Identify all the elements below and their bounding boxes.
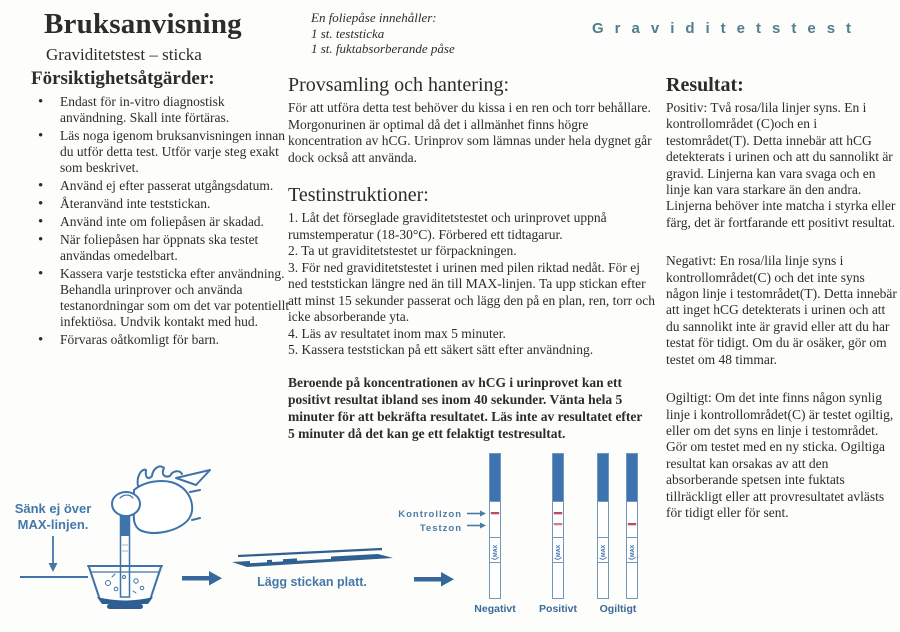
right-arrow-icon <box>182 571 222 586</box>
list-item: • Läs noga igenom bruksanvisningen innan du utför detta test. Utför varje steg exakt som beskrivet. <box>30 128 292 176</box>
package-contents-line: 1 st. teststicka <box>311 25 385 41</box>
lay-flat-label: Lägg stickan platt. <box>257 575 367 589</box>
max-warning-text-line2: MAX-linjen. <box>17 517 89 532</box>
package-contents <box>311 10 455 57</box>
timing-warning-note: Beroende på koncentrationen av hCG i urinprovet kan ett positivt resultat ibland ses inom 40 sekunder. Vänta hela 5 minuter för att bekräfta resultatet. Läs inte av resultatet efter 5 minuter då det kan ge ett felaktigt testresultat. <box>288 374 643 441</box>
sampling-body: För att utföra detta test behöver du kissa i en ren och torr behållare. Morgonurinen är optimal då det i allmänhet finns högre koncentration av hCG. Urinprov som lämnas under hela dygnet går dock också att använda. <box>288 100 652 165</box>
package-contents-line: 1 st. fuktabsorberande påse <box>311 41 455 56</box>
brand-wordmark: Graviditetstest <box>592 20 863 37</box>
strip-max-text: MAX <box>630 544 636 557</box>
package-contents-line: En foliepåse innehåller: <box>311 10 437 25</box>
control-zone-label: Kontrollzon <box>398 509 462 520</box>
right-arrow-icon <box>414 572 454 587</box>
down-arrow-icon <box>49 536 58 572</box>
strip-max-text: MAX <box>556 544 562 557</box>
list-item: • Använd inte om foliepåsen är skadad. <box>30 214 292 230</box>
strip-negative <box>490 454 501 599</box>
middle-column <box>288 74 660 455</box>
results-heading: Resultat: <box>666 74 744 96</box>
instruction-step: 1. Låt det förseglade graviditetstestet och urinprovet uppnå rumstemperatur (18-30°C). Förbered ett tidtagarur. <box>288 210 607 242</box>
strip-max-text: MAX <box>601 544 607 557</box>
flat-stick-illustration <box>232 549 393 567</box>
instruction-step: 2. Ta ut graviditetstestet ur förpackningen. <box>288 243 517 258</box>
list-item: • Använd ej efter passerat utgångsdatum. <box>30 178 292 194</box>
usage-diagram <box>0 430 900 632</box>
instruction-step: 5. Kassera teststickan på ett säkert sätt efter användning. <box>288 342 594 357</box>
test-zone-label: Testzon <box>419 523 462 534</box>
instruction-step: 3. För ned graviditetstestet i urinen med pilen riktad nedåt. För ej ned teststickan längre ned än till MAX-linjen. Ta upp stickan efter att minst 15 sekunder passerat och lägg den på en plan, ren, torr och icke absorberande yta. <box>288 259 656 324</box>
sampling-heading: Provsamling och hantering: <box>288 74 510 96</box>
strip-label-positive: Positivt <box>539 603 577 615</box>
page-title: Bruksanvisning <box>44 8 242 40</box>
strip-label-invalid: Ogiltigt <box>599 603 637 615</box>
test-zone-arrow-icon <box>467 523 486 529</box>
strip-invalid-1 <box>598 454 609 599</box>
strip-label-negative: Negativt <box>474 603 516 615</box>
list-item: • Återanvänd inte teststickan. <box>30 196 292 212</box>
strip-max-text: MAX <box>493 544 499 557</box>
list-item: • Endast för in-vitro diagnostisk användning. Skall inte förtäras. <box>30 94 292 126</box>
list-item: • Förvaras oåtkomligt för barn. <box>30 332 292 348</box>
list-item: • När foliepåsen har öppnats ska testet användas omedelbart. <box>30 232 292 264</box>
page-subtitle: Graviditetstest – sticka <box>46 45 202 64</box>
max-warning-text-line1: Sänk ej över <box>14 501 92 516</box>
control-zone-arrow-icon <box>467 511 486 517</box>
result-invalid-text: Ogiltigt: Om det inte finns någon synlig linje i kontrollområdet(C) är testet ogiltig, eller om det syns en linje i testområdet. Gör om testet med en ny sticka. Ogiltiga resultat kan orsakas av att den absorberande spetsen inte fuktats tillräckligt eller att provresultatet avlästs för tidigt eller för sent. <box>666 390 894 520</box>
strip-positive <box>553 454 564 599</box>
precautions-list <box>30 94 292 350</box>
strip-invalid-2 <box>627 454 638 599</box>
list-item: • Kassera varje teststicka efter användning. Behandla urinprover och använda testanordningar som om det var potentiellt infektiösa. Undvik kontakt med hud. <box>30 266 292 330</box>
instructions-heading: Testinstruktioner: <box>288 184 429 206</box>
instructions-steps <box>288 210 660 359</box>
precautions-heading: Försiktighetsåtgärder: <box>31 68 215 89</box>
result-negative-text: Negativt: En rosa/lila linje syns i kontrollområdet(C) och det inte syns någon linje i testområdet(T). Detta innebär att inget hCG detekterats i urinen och att du sannolikt inte är gravid eller att du har testat för tidigt. Om du är osäker, gör om testet om 48 timmar. <box>666 253 897 367</box>
result-positive-text: Positiv: Två rosa/lila linjer syns. En i kontrollområdet (C)och en i testområdet(T). Detta innebär att hCG detekterats i urinen och att du sannolikt är gravid. Linjerna kan vara svaga och en linje kan vara starkare än den andra. Linjerna behöver inte matcha i styrka eller färg, det är fortfarande ett positivt resultat. <box>666 100 896 230</box>
instruction-step: 4. Läs av resultatet inom max 5 minuter. <box>288 325 506 341</box>
